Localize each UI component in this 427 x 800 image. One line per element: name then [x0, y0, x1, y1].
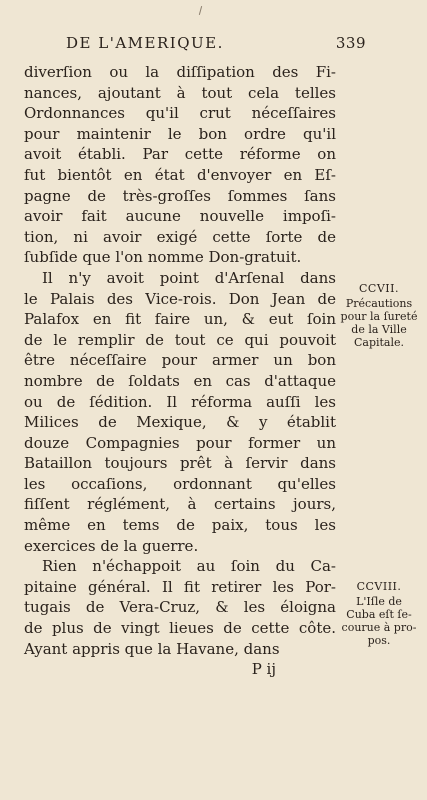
signature-mark: P ij — [251, 660, 276, 679]
text-line: Ordonnances qu'il crut néceſſaires — [24, 104, 336, 123]
text-line: tion, ni avoir exigé cette ſorte de — [24, 227, 336, 246]
body-text — [24, 62, 336, 680]
margin-note-number: CCVII. — [359, 282, 399, 295]
text-line: avoit établi. Par cette réforme on — [24, 145, 336, 164]
text-line: Milices de Mexique, & y établit — [24, 413, 336, 432]
text-line: pour maintenir le bon ordre qu'il — [24, 124, 336, 143]
text-line: fiſſent réglément, à certains jours, — [24, 495, 336, 514]
page-number: 339 — [335, 34, 366, 52]
text-line: de le remplir de tout ce qui pouvoit — [24, 330, 336, 349]
text-line: Il n'y avoit point d'Arſenal dans — [42, 268, 336, 287]
text-line: nances, ajoutant à tout cela telles — [24, 83, 336, 102]
text-line: fut bientôt en état d'envoyer en Eſ- — [24, 165, 336, 184]
text-line: avoir fait aucune nouvelle impoſi- — [24, 207, 336, 226]
margin-note-line: Capitale. — [353, 336, 405, 349]
page-mark — [199, 6, 202, 15]
margin-note-number: CCVIII. — [356, 580, 402, 593]
text-line: même en tems de paix, tous les — [24, 516, 336, 535]
margin-note-line: Précautions — [345, 297, 413, 310]
text-line: pagne de très-groſſes ſommes ſans — [24, 186, 336, 205]
text-line: pitaine général. Il fit retirer les Por- — [24, 577, 336, 596]
text-line: ou de ſédition. Il réforma auſſi les — [24, 392, 336, 411]
text-line: Bataillon toujours prêt à ſervir dans — [24, 454, 336, 473]
text-line: les occaſions, ordonnant qu'elles — [24, 474, 336, 493]
margin-note-line: Cuba eſt ſe- — [346, 608, 412, 621]
text-line: tugais de Vera-Cruz, & les éloigna — [24, 598, 336, 617]
margin-note — [335, 282, 423, 349]
margin-note-line: pos. — [367, 634, 391, 647]
margin-note-line: pour la ſureté — [340, 310, 418, 323]
text-line: le Palais des Vice-rois. Don Jean de — [24, 289, 336, 308]
text-line: Ayant appris que la Havane, dans — [24, 639, 280, 658]
text-line: douze Compagnies pour former un — [24, 433, 336, 452]
text-line: de plus de vingt lieues de cette côte. — [24, 619, 336, 638]
text-line: Palafox en fit faire un, & eut ſoin — [24, 310, 336, 329]
text-line: diverſion ou la diſſipation des Fi- — [24, 63, 336, 81]
margin-note-line: L'Iſle de — [356, 595, 402, 608]
text-line: Rien n'échappoit au ſoin du Ca- — [42, 557, 336, 576]
text-line: nombre de ſoldats en cas d'attaque — [24, 371, 336, 390]
margin-note-line: de la Ville — [351, 323, 407, 336]
margin-note-line: courue à pro- — [341, 621, 417, 634]
text-line: exercices de la guerre. — [24, 536, 199, 555]
header-title: DE L'AMERIQUE. — [66, 34, 224, 52]
text-line: être néceſſaire pour armer un bon — [24, 351, 336, 370]
margin-note — [335, 580, 423, 647]
text-line: ſubſide que l'on nomme Don-gratuit. — [24, 248, 302, 267]
